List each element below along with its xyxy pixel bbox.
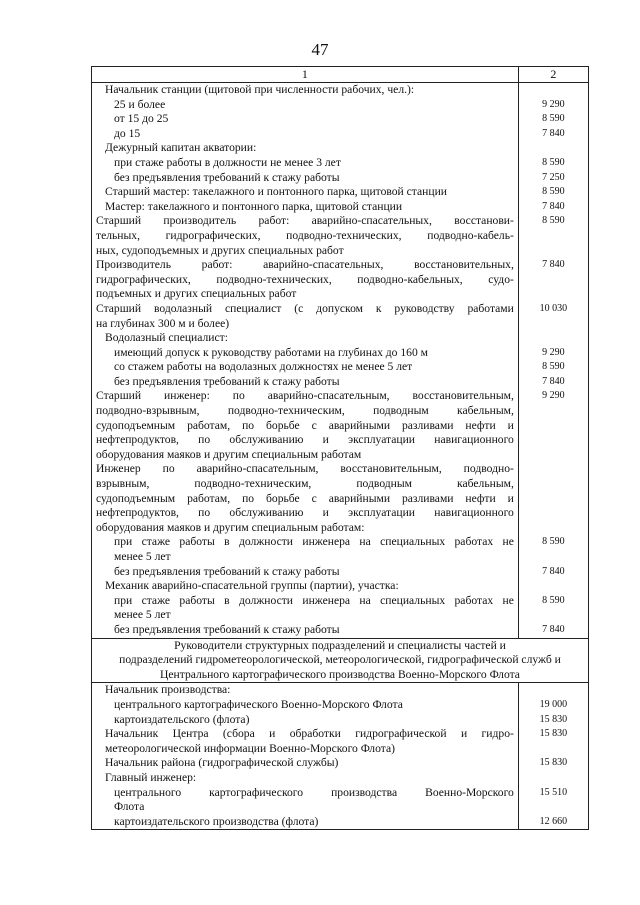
salary-value: 8 590 (518, 360, 588, 375)
salary-value: 7 840 (518, 127, 588, 142)
position-title (92, 756, 519, 771)
salary-value (518, 771, 588, 786)
table-row (92, 346, 589, 361)
position-title-line: тельных, гидрографических, подводно-технических, подводно-кабель- (96, 228, 514, 242)
table-row (92, 185, 589, 200)
position-title (92, 171, 519, 186)
table-row (92, 258, 589, 302)
salary-value (518, 83, 588, 98)
salary-value: 8 590 (518, 112, 588, 127)
salary-value: 7 840 (518, 258, 588, 302)
position-title-line: Механик аварийно-спасательной группы (партии), участка: (105, 579, 399, 593)
position-title (92, 112, 519, 127)
salary-value: 8 590 (518, 185, 588, 200)
table-row (92, 98, 589, 113)
position-title (92, 185, 519, 200)
table-row (92, 331, 589, 346)
position-title-line: при стаже работы в должности инженера на специальных работах не (114, 535, 514, 549)
position-title-line: Флота (114, 800, 145, 814)
position-title (92, 594, 519, 623)
position-title (92, 141, 519, 156)
position-title (92, 579, 519, 594)
position-title-line: судоподъемным работам, по борьбе с аварийными разливами нефти и (96, 418, 514, 432)
table-row (92, 756, 589, 771)
position-title (92, 565, 519, 580)
position-title (92, 83, 519, 98)
section-title-line: подразделений гидрометеорологической, метеорологической, гидрографической служб и (119, 653, 561, 667)
section-header-row (92, 638, 589, 683)
position-title (92, 698, 519, 713)
position-title-line: Производитель работ: аварийно-спасательных, восстановительных, (96, 258, 514, 272)
position-title-line: центрального картографического Военно-Морского Флота (114, 697, 403, 711)
salary-value: 19 000 (518, 698, 588, 713)
position-title-line: менее 5 лет (114, 550, 171, 563)
salary-value: 8 590 (518, 214, 588, 258)
table-row (92, 462, 589, 535)
position-title (92, 200, 519, 215)
position-title (92, 535, 519, 564)
position-title (92, 346, 519, 361)
salary-value: 15 830 (518, 713, 588, 728)
position-title-line: без предъявления требований к стажу работы (114, 622, 340, 636)
position-title-line: Начальник района (гидрографической службы) (105, 756, 339, 770)
salary-value: 7 840 (518, 623, 588, 638)
position-title (92, 462, 519, 535)
salary-value: 7 840 (518, 565, 588, 580)
table-row (92, 698, 589, 713)
table-row (92, 623, 589, 638)
position-title (92, 156, 519, 171)
position-title-line: нефтепродуктов, по обслуживанию и эксплуатации навигационного (96, 506, 514, 520)
salary-value (518, 683, 588, 698)
table-row (92, 786, 589, 815)
position-title (92, 389, 519, 462)
salary-value (518, 141, 588, 156)
table-row (92, 579, 589, 594)
position-title-line: судоподъемным работам, по борьбе с аварийными разливами нефти и (96, 491, 514, 505)
position-title-line: при стаже работы в должности не менее 3 лет (114, 155, 341, 169)
table-row (92, 375, 589, 390)
position-title (92, 771, 519, 786)
salary-value: 8 590 (518, 535, 588, 564)
table-row (92, 771, 589, 786)
salary-value: 7 840 (518, 200, 588, 215)
table-row (92, 565, 589, 580)
position-title-line: Дежурный капитан акватории: (105, 141, 257, 155)
position-title (92, 727, 519, 756)
position-title-line: без предъявления требований к стажу работы (114, 170, 340, 184)
position-title-line: Старший инженер: по аварийно-спасательным, восстановительным, (96, 389, 514, 403)
table-row (92, 156, 589, 171)
salary-value: 7 840 (518, 375, 588, 390)
position-title-line: картоиздательского (флота) (114, 712, 250, 726)
table-row (92, 389, 589, 462)
position-title-line: подводно-взрывным, подводно-техническим, подводным кабельным, (96, 404, 514, 418)
table-row (92, 535, 589, 564)
table-row (92, 683, 589, 698)
table-row (92, 727, 589, 756)
table-row (92, 302, 589, 331)
position-title-line: ных, судоподъемных и других специальных работ (96, 243, 344, 257)
position-title-line: 25 и более (114, 97, 166, 111)
position-title-line: гидрографических, подводно-технических, подводно-кабельных, судо- (96, 272, 514, 286)
table-row (92, 141, 589, 156)
table-row (92, 815, 589, 830)
salary-value: 12 660 (518, 815, 588, 830)
position-title-line: до 15 (114, 126, 141, 140)
position-title (92, 214, 519, 258)
position-title-line: менее 5 лет (114, 608, 171, 622)
position-title (92, 713, 519, 728)
salary-value: 10 030 (518, 302, 588, 331)
salary-value: 9 290 (518, 98, 588, 113)
position-title-line: Начальник производства: (105, 683, 231, 697)
salary-value: 9 290 (518, 389, 588, 462)
position-title-line: метеорологической информации Военно-Морского Флота) (105, 741, 395, 755)
column-header-row (92, 67, 589, 83)
table-row (92, 171, 589, 186)
section-title-line: Руководители структурных подразделений и специалисты частей и (174, 638, 506, 652)
table-row (92, 594, 589, 623)
position-title-line: Главный инженер: (105, 770, 197, 784)
position-title-line: без предъявления требований к стажу работы (114, 564, 340, 578)
position-title-line: оборудования маяков и другим специальным работам: (96, 520, 365, 534)
salary-value: 15 830 (518, 756, 588, 771)
salary-value: 8 590 (518, 594, 588, 623)
position-title (92, 98, 519, 113)
position-title-line: со стажем работы на водолазных должностях не менее 5 лет (114, 360, 413, 374)
position-title-line: Водолазный специалист: (105, 331, 228, 345)
table-row (92, 360, 589, 375)
position-title (92, 302, 519, 331)
position-title-line: без предъявления требований к стажу работы (114, 374, 340, 388)
position-title (92, 127, 519, 142)
table-row (92, 200, 589, 215)
table-row (92, 83, 589, 98)
position-title-line: при стаже работы в должности инженера на специальных работах не (114, 593, 514, 607)
position-title-line: оборудования маяков и другим специальным работам (96, 447, 362, 461)
table-row (92, 127, 589, 142)
column-header-1: 1 (92, 67, 519, 83)
position-title-line: на глубинах 300 м и более) (96, 316, 230, 330)
position-title (92, 331, 519, 346)
section-title (92, 638, 589, 683)
position-title-line: подъемных и других специальных работ (96, 287, 297, 301)
salary-value: 15 510 (518, 786, 588, 815)
position-title (92, 683, 519, 698)
position-title-line: нефтепродуктов, по обслуживанию и эксплуатации навигационного (96, 433, 514, 447)
position-title (92, 786, 519, 815)
position-title-line: от 15 до 25 (114, 112, 169, 126)
position-title-line: центрального картографического производства Военно-Морского (114, 785, 514, 799)
position-title-line: Старший мастер: такелажного и понтонного парка, щитовой станции (105, 185, 447, 199)
salary-value: 7 250 (518, 171, 588, 186)
salary-value (518, 462, 588, 535)
salary-value: 9 290 (518, 346, 588, 361)
position-title (92, 375, 519, 390)
position-title (92, 815, 519, 830)
position-title-line: имеющий допуск к руководству работами на глубинах до 160 м (114, 345, 429, 359)
salary-table (91, 66, 589, 830)
position-title (92, 360, 519, 375)
column-header-2: 2 (518, 67, 588, 83)
position-title (92, 623, 519, 638)
position-title-line: Начальник станции (щитовой при численности рабочих, чел.): (105, 83, 415, 96)
position-title-line: взрывным, подводно-техническим, подводным кабельным, (96, 477, 514, 491)
salary-value: 15 830 (518, 727, 588, 756)
position-title-line: Инженер по аварийно-спасательным, восстановительным, подводно- (96, 462, 514, 476)
salary-value: 8 590 (518, 156, 588, 171)
position-title (92, 258, 519, 302)
position-title-line: Начальник Центра (сбора и обработки гидрографической и гидро- (105, 727, 514, 741)
position-title-line: Старший водолазный специалист (с допуском к руководству работами (96, 301, 514, 315)
table-row (92, 214, 589, 258)
page-number: 47 (311, 40, 329, 59)
position-title-line: Мастер: такелажного и понтонного парка, щитовой станции (105, 199, 403, 213)
table-row (92, 713, 589, 728)
position-title-line: картоиздательского производства (флота) (114, 814, 319, 828)
salary-value (518, 579, 588, 594)
section-title-line: Центрального картографического производства Военно-Морского Флота (160, 667, 520, 681)
salary-value (518, 331, 588, 346)
table-row (92, 112, 589, 127)
position-title-line: Старший производитель работ: аварийно-спасательных, восстанови- (96, 214, 514, 228)
